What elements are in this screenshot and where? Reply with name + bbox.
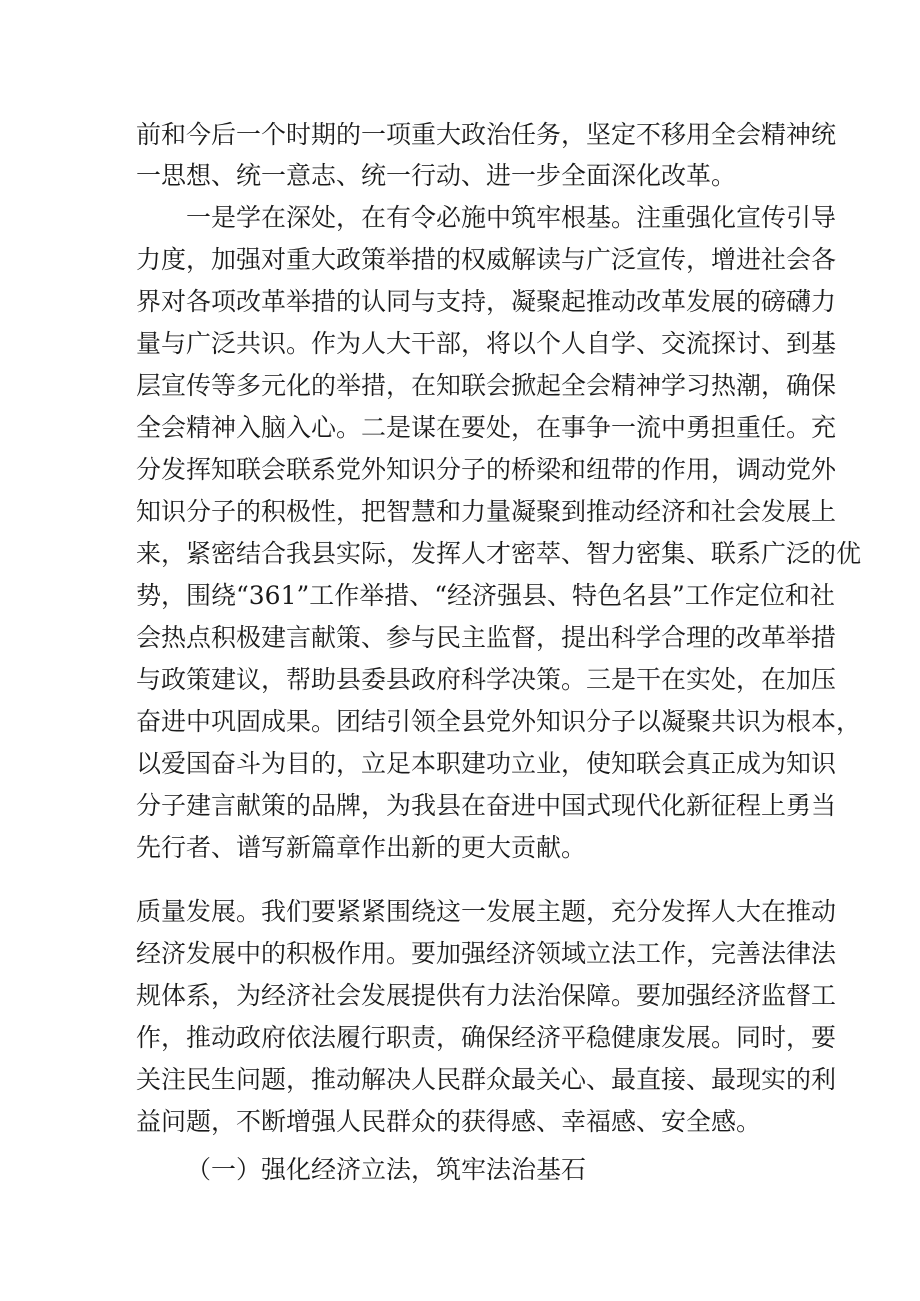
text-line: 益问题，不断增强人民群众的获得感、幸福感、安全感。 <box>136 1107 762 1136</box>
text-line: 一思想、统一意志、统一行动、进一步全面深化改革。 <box>136 161 737 190</box>
text-line: 与政策建议，帮助县委县政府科学决策。三是干在实处，在加压 <box>136 665 837 694</box>
text-line: 质量发展。我们要紧紧围绕这一发展主题，充分发挥人大在推动 <box>136 897 837 926</box>
text-line: 作，推动政府依法履行职责，确保经济平稳健康发展。同时，要 <box>136 1023 837 1052</box>
text-line: 规体系，为经济社会发展提供有力法治保障。要加强经济监督工 <box>136 981 837 1010</box>
text-line: 经济发展中的积极作用。要加强经济领域立法工作，完善法律法 <box>136 939 837 968</box>
text-line: 来，紧密结合我县实际，发挥人才密萃、智力密集、联系广泛的优 <box>136 539 862 568</box>
text-line: 会热点积极建言献策、参与民主监督，提出科学合理的改革举措 <box>136 623 837 652</box>
text-line: 力度，加强对重大政策举措的权威解读与广泛宣传，增进社会各 <box>136 245 837 274</box>
text-line: 层宣传等多元化的举措，在知联会掀起全会精神学习热潮，确保 <box>136 371 837 400</box>
text-line: 量与广泛共识。作为人大干部，将以个人自学、交流探讨、到基 <box>136 329 837 358</box>
text-line: 知识分子的积极性，把智慧和力量凝聚到推动经济和社会发展上 <box>136 497 837 526</box>
text-line: 先行者、谱写新篇章作出新的更大贡献。 <box>136 833 587 862</box>
text-line: 势，围绕“361”工作举措、“经济强县、特色名县”工作定位和社 <box>136 581 835 610</box>
section-heading: （一）强化经济立法，筑牢法治基石 <box>186 1155 587 1184</box>
text-line: 前和今后一个时期的一项重大政治任务，坚定不移用全会精神统 <box>136 120 837 149</box>
text-line: 界对各项改革举措的认同与支持，凝聚起推动改革发展的磅礴力 <box>136 287 837 316</box>
text-line: 分发挥知联会联系党外知识分子的桥梁和纽带的作用，调动党外 <box>136 455 837 484</box>
text-line: 一是学在深处，在有令必施中筑牢根基。注重强化宣传引导 <box>186 203 837 232</box>
text-line: 分子建言献策的品牌，为我县在奋进中国式现代化新征程上勇当 <box>136 791 837 820</box>
text-line: 全会精神入脑入心。二是谋在要处，在事争一流中勇担重任。充 <box>136 413 837 442</box>
text-line: 以爱国奋斗为目的，立足本职建功立业，使知联会真正成为知识 <box>136 749 837 778</box>
text-line: 奋进中巩固成果。团结引领全县党外知识分子以凝聚共识为根本， <box>136 707 862 736</box>
text-line: 关注民生问题，推动解决人民群众最关心、最直接、最现实的利 <box>136 1065 837 1094</box>
